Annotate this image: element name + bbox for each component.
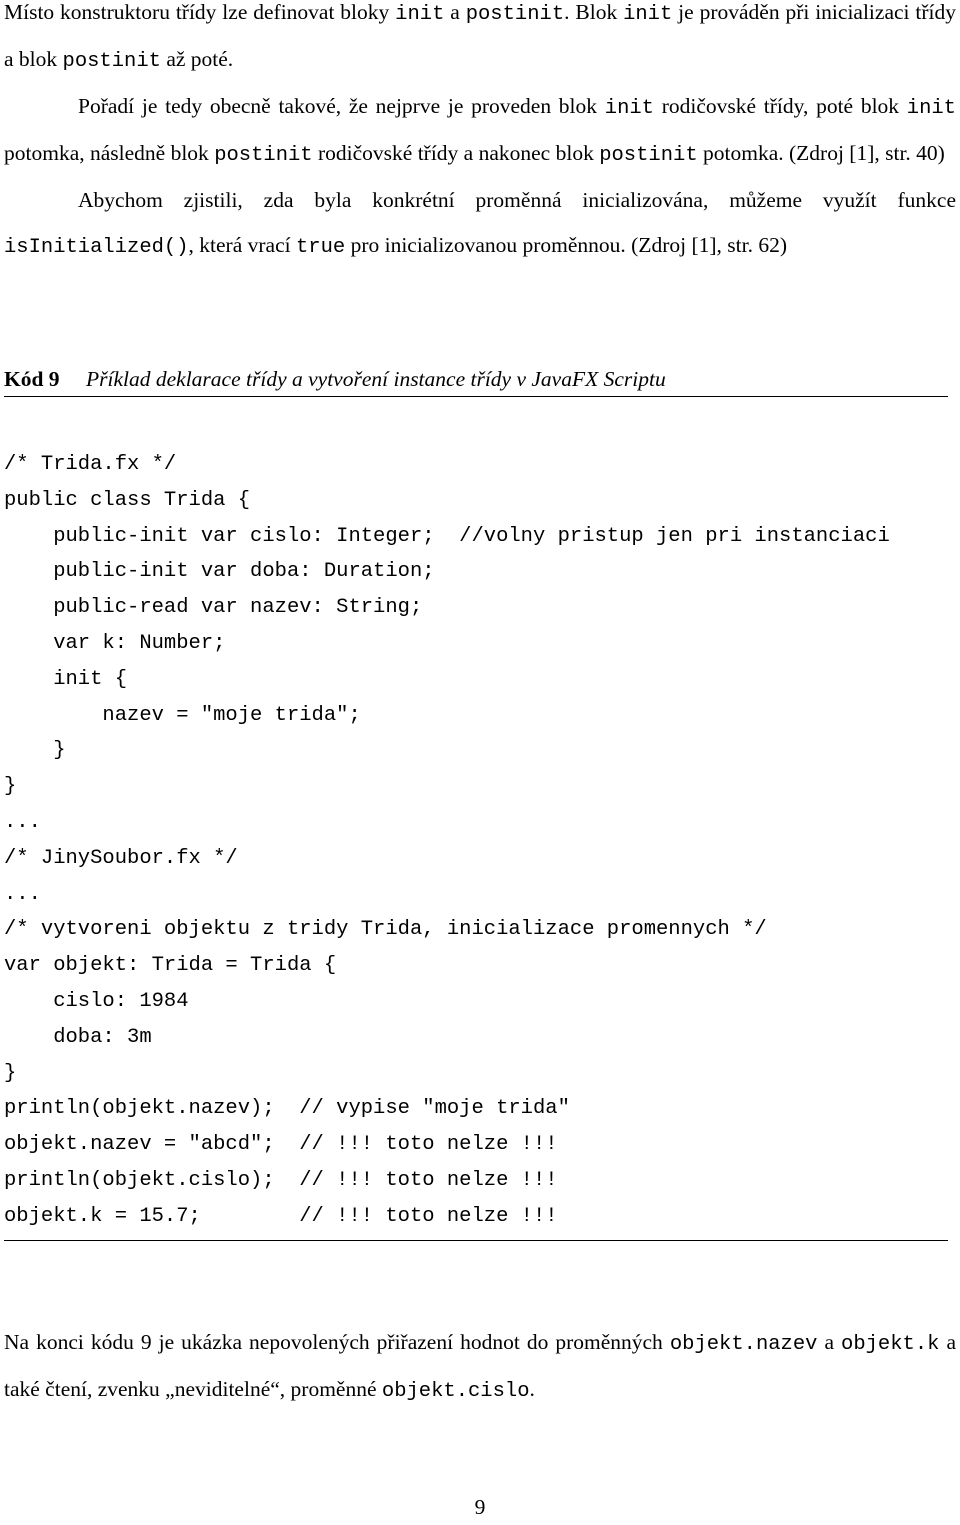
inline-code: true: [295, 236, 346, 259]
code-line: objekt.nazev = "abcd"; // !!! toto nelze !!!: [4, 1133, 558, 1157]
code-listing-bottom-rule: [4, 1240, 948, 1241]
inline-code: postinit: [214, 144, 313, 167]
inline-code: objekt.k: [841, 1333, 940, 1356]
inline-code: postinit: [599, 144, 698, 167]
code-line: var objekt: Trida = Trida {: [4, 954, 337, 978]
code-line: public-read var nazev: String;: [4, 596, 423, 620]
text-run: Pořadí je tedy obecně takové, že nejprve je proveden blok: [78, 94, 605, 118]
code-line: objekt.k = 15.7; // !!! toto nelze !!!: [4, 1204, 558, 1228]
text-run: a: [444, 0, 466, 24]
paragraph-isinitialized: [4, 178, 956, 270]
code-line: public-init var cislo: Integer; //volny pristup jen pri instanciaci: [4, 524, 890, 548]
text-run: rodičovské třídy, poté blok: [653, 94, 907, 118]
code-line: /* vytvoreni objektu z tridy Trida, inicializace promennych */: [4, 918, 767, 942]
text-run: . Blok: [564, 0, 624, 24]
code-line: println(objekt.nazev); // vypise "moje trida": [4, 1097, 570, 1121]
inline-code: init: [623, 3, 673, 26]
code-line: ...: [4, 810, 41, 834]
code-line: init {: [4, 667, 128, 691]
text-run: rodičovské třídy a nakonec blok: [312, 141, 600, 165]
inline-code: objekt.nazev: [669, 1333, 818, 1356]
text-run: .: [529, 1377, 535, 1401]
code-line: cislo: 1984: [4, 989, 189, 1013]
code-line: }: [4, 739, 66, 763]
body-text: [4, 0, 956, 270]
code-line: }: [4, 775, 17, 799]
text-run: a také čtení, zvenku „neviditelné“, proměnné: [4, 1330, 957, 1401]
inline-code: init: [604, 97, 654, 120]
paragraph-forbidden-assignments: [4, 1320, 956, 1414]
paragraph-execution-order: [4, 84, 956, 178]
text-run: až poté.: [160, 47, 234, 71]
inline-code: init: [395, 3, 445, 26]
code-line: public class Trida {: [4, 488, 251, 512]
code-line: var k: Number;: [4, 631, 226, 655]
text-run: Místo konstruktoru třídy lze definovat bloky: [4, 0, 396, 24]
code-line: /* JinySoubor.fx */: [4, 846, 238, 870]
code-line: nazev = "moje trida";: [4, 703, 361, 727]
text-run: pro inicializovanou proměnnou. (Zdroj [1], str. 62): [345, 233, 788, 257]
closing-text: [4, 1320, 956, 1414]
text-run: Abychom zjistili, zda byla konkrétní proměnná inicializována, můžeme využít funkce: [78, 188, 956, 212]
code-line: ...: [4, 882, 41, 906]
code-listing-header: [4, 364, 948, 397]
inline-code: init: [906, 97, 956, 120]
text-run: potomka, následně blok: [4, 141, 215, 165]
code-listing: [4, 447, 948, 1235]
text-run: a: [817, 1330, 842, 1354]
text-run: , která vrací: [188, 233, 296, 257]
code-listing-label: Kód 9: [4, 367, 60, 391]
inline-code: objekt.cislo: [381, 1380, 530, 1403]
code-line: doba: 3m: [4, 1025, 152, 1049]
page-number: 9: [474, 1495, 486, 1519]
code-line: }: [4, 1061, 17, 1085]
text-run: je prováděn při inicializaci třídy a blok: [4, 0, 956, 71]
code-line: /* Trida.fx */: [4, 453, 177, 476]
inline-code: postinit: [465, 3, 565, 26]
text-run: potomka. (Zdroj [1], str. 40): [697, 141, 945, 165]
inline-code: postinit: [62, 50, 161, 73]
code-line: public-init var doba: Duration;: [4, 560, 435, 584]
paragraph-init-blocks: [4, 0, 956, 84]
code-line: println(objekt.cislo); // !!! toto nelze !!!: [4, 1168, 558, 1192]
inline-code: isInitialized(): [4, 236, 189, 259]
code-listing-caption: Příklad deklarace třídy a vytvoření instance třídy v JavaFX Scriptu: [86, 367, 666, 391]
text-run: Na konci kódu 9 je ukázka nepovolených přiřazení hodnot do proměnných: [4, 1330, 670, 1354]
